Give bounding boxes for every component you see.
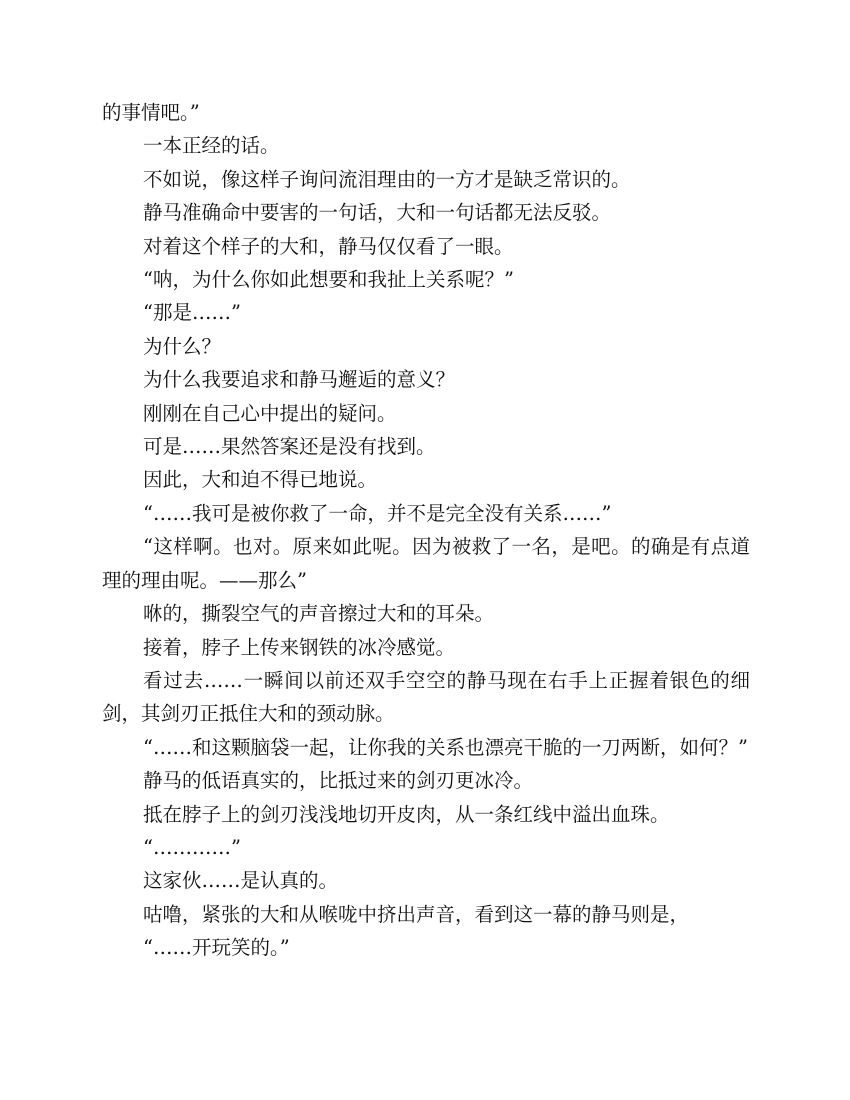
paragraph: 咕噜，紧张的大和从喉咙中挤出声音，看到这一幕的静马则是， xyxy=(143,902,690,926)
paragraph: 看过去……一瞬间以前还双手空空的静马现在右手上正握着银色的细剑，其剑刃正抵住大和的颈动脉。 xyxy=(102,668,750,726)
paragraph: “那是……” xyxy=(143,301,241,325)
paragraph: 刚刚在自己心中提出的疑问。 xyxy=(143,401,397,425)
paragraph: 静马的低语真实的，比抵过来的剑刃更冰冷。 xyxy=(143,769,534,793)
paragraph: 为什么？ xyxy=(143,334,222,358)
paragraph: “……开玩笑的。” xyxy=(143,936,290,960)
paragraph: “……和这颗脑袋一起，让你我的关系也漂亮干脆的一刀两断，如何？” xyxy=(143,735,748,759)
paragraph: 不如说，像这样子询问流泪理由的一方才是缺乏常识的。 xyxy=(143,167,631,191)
paragraph: 因此，大和迫不得已地说。 xyxy=(143,468,378,492)
paragraph: “……我可是被你救了一命，并不是完全没有关系……” xyxy=(143,501,612,525)
paragraph: 接着，脖子上传来钢铁的冰冷感觉。 xyxy=(143,635,456,659)
paragraph: 静马准确命中要害的一句话，大和一句话都无法反驳。 xyxy=(143,201,612,225)
paragraph: 可是……果然答案还是没有找到。 xyxy=(143,435,436,459)
paragraph: 为什么我要追求和静马邂逅的意义？ xyxy=(143,368,456,392)
paragraph: “…………” xyxy=(143,835,241,859)
paragraph: 咻的，撕裂空气的声音擦过大和的耳朵。 xyxy=(143,602,495,626)
paragraph: “这样啊。也对。原来如此呢。因为被救了一名，是吧。的确是有点道理的理由呢。——那么” xyxy=(102,535,750,592)
paragraph: 的事情吧。” xyxy=(102,101,200,124)
paragraph: “呐，为什么你如此想要和我扯上关系呢？” xyxy=(143,268,514,292)
paragraph: 一本正经的话。 xyxy=(143,134,280,158)
document-page xyxy=(102,96,750,965)
paragraph: 抵在脖子上的剑刃浅浅地切开皮肉，从一条红线中溢出血珠。 xyxy=(143,802,670,826)
paragraph: 对着这个样子的大和，静马仅仅看了一眼。 xyxy=(143,234,514,258)
paragraph: 这家伙……是认真的。 xyxy=(143,869,339,893)
